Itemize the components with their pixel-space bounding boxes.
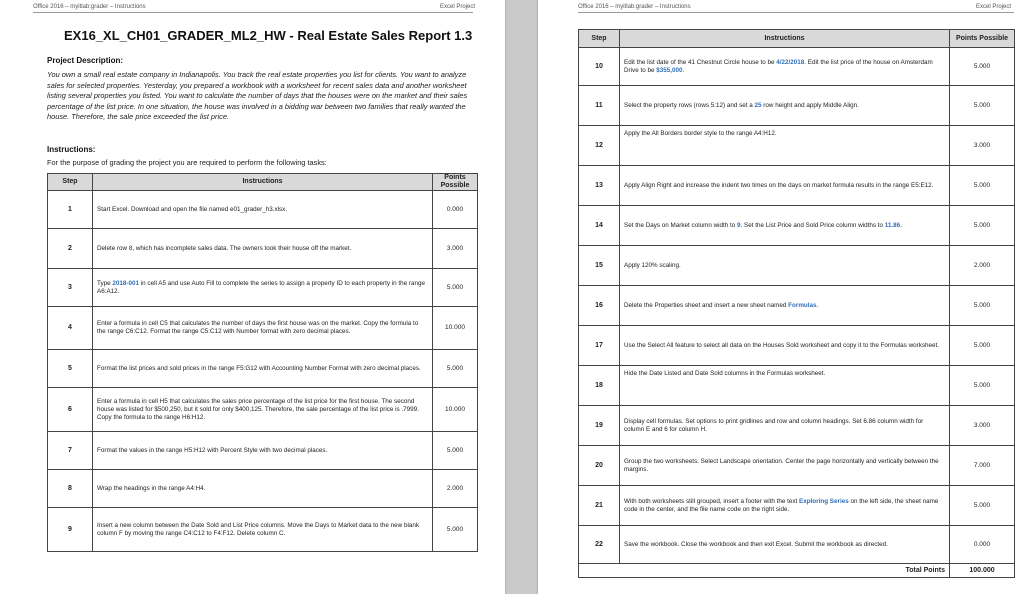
step-instruction <box>620 286 950 326</box>
step-points: 2.000 <box>950 246 1015 286</box>
step-number: 14 <box>579 206 620 246</box>
col-step-header: Step <box>48 174 93 191</box>
step-number: 2 <box>48 229 93 269</box>
instructions-table-right <box>578 29 1015 578</box>
step-number: 9 <box>48 508 93 552</box>
step-instruction: Insert a new column between the Date Sold and List Price columns. Move the Days to Market data to the new blank column F by moving the range C4:C12 to F4:F12. Delete column C. <box>93 508 433 552</box>
step-highlight-a: Exploring Series <box>799 497 849 505</box>
step-points: 7.000 <box>950 446 1015 486</box>
col-points-header: Points Possible <box>433 174 478 191</box>
step-instruction: Delete row 8, which has incomplete sales data. The owners took their house off the market. <box>93 229 433 269</box>
header-divider <box>578 12 1014 13</box>
step-points: 5.000 <box>433 508 478 552</box>
step-highlight-a: 25 <box>754 101 762 109</box>
step-instruction: Format the values in the range H5:H12 with Percent Style with two decimal places. <box>93 432 433 470</box>
step-number: 7 <box>48 432 93 470</box>
step-number: 18 <box>579 366 620 406</box>
table-row <box>48 432 478 470</box>
step-points: 10.000 <box>433 388 478 432</box>
page-header-right: Excel Project <box>440 4 476 10</box>
col-points-header: Points Possible <box>950 30 1015 48</box>
project-description-heading: Project Description: <box>47 56 124 65</box>
step-number: 22 <box>579 526 620 564</box>
page-header-right: Excel Project <box>976 4 1012 10</box>
project-description-text: You own a small real estate company in Indianapolis. You track the real estate properties you list for clients. You want to analyze sales for selected properties. Yesterday, you prepared a workbook with a worksheet for recent sales data and another worksheet listing several properties you listed. You want to calculate the number of days that the houses were on the market and their sales percentage of the list price. In one situation, the house was involved in a bidding war between two families that really wanted the house. Therefore, the sale price exceeded the list price. <box>47 70 468 121</box>
step-number: 5 <box>48 350 93 388</box>
step-number: 8 <box>48 470 93 508</box>
table-row <box>579 166 1015 206</box>
step-points: 2.000 <box>433 470 478 508</box>
step-number: 13 <box>579 166 620 206</box>
step-text-a: Edit the list date of the 41 Chestnut Circle house to be <box>624 58 777 66</box>
step-text-b: on the left side, the sheet name code in the center, and the file name code on the right side. <box>624 497 939 513</box>
step-number: 20 <box>579 446 620 486</box>
step-instruction: Enter a formula in cell H5 that calculates the sales price percentage of the list price for the first house. The second house was listed for $500,250, but it sold for only $400,125. Therefore, the sale percentage of the list price is .7999. Copy the formula to the range H6:H12. <box>93 388 433 432</box>
step-points: 5.000 <box>950 486 1015 526</box>
step-number: 21 <box>579 486 620 526</box>
step-instruction: Apply Align Right and increase the indent two times on the days on market formula results in the range E5:E12. <box>620 166 950 206</box>
table-row <box>579 446 1015 486</box>
step-points: 0.000 <box>950 526 1015 564</box>
page-header-left: Office 2016 – myitlab:grader – Instructions <box>578 4 691 10</box>
right-page <box>538 0 1024 594</box>
table-row <box>48 470 478 508</box>
table-row <box>579 326 1015 366</box>
step-text-a: Set the Days on Market column width to <box>624 221 738 229</box>
step-points: 5.000 <box>433 350 478 388</box>
step-points: 3.000 <box>950 126 1015 166</box>
step-number: 1 <box>48 191 93 229</box>
step-highlight-a: 9 <box>737 221 741 229</box>
step-instruction: Apply 120% scaling. <box>620 246 950 286</box>
table-row <box>579 526 1015 564</box>
step-text-b: . <box>816 301 819 309</box>
step-instruction <box>620 48 950 86</box>
step-text-pre: Type <box>97 279 113 287</box>
table-row <box>579 286 1015 326</box>
step-instruction: Wrap the headings in the range A4:H4. <box>93 470 433 508</box>
table-row <box>48 508 478 552</box>
step-instruction: Use the Select All feature to select all data on the Houses Sold worksheet and copy it to the Formulas worksheet. <box>620 326 950 366</box>
document-title: EX16_XL_CH01_GRADER_ML2_HW - Real Estate Sales Report 1.3 <box>64 28 473 43</box>
step-points: 0.000 <box>433 191 478 229</box>
step-number: 6 <box>48 388 93 432</box>
step-text-b: row height and apply Middle Align. <box>761 101 859 109</box>
step-text-a: Delete the Properties sheet and insert a new sheet named <box>624 301 789 309</box>
table-row <box>579 48 1015 86</box>
col-instructions-header: Instructions <box>620 30 950 48</box>
table-row <box>579 486 1015 526</box>
left-page <box>0 0 505 594</box>
step-text-a: Select the property rows (rows 5:12) and set a <box>624 101 755 109</box>
step-points: 5.000 <box>950 366 1015 406</box>
step-instruction: Apply the All Borders border style to the range A4:H12. <box>620 126 950 166</box>
header-divider <box>33 12 473 13</box>
step-number: 11 <box>579 86 620 126</box>
col-instructions-header: Instructions <box>93 174 433 191</box>
instructions-intro: For the purpose of grading the project you are required to perform the following tasks: <box>47 158 327 167</box>
table-row <box>48 191 478 229</box>
table-row <box>579 406 1015 446</box>
step-number: 19 <box>579 406 620 446</box>
step-points: 5.000 <box>950 166 1015 206</box>
step-text-a: With both worksheets still grouped, insert a footer with the text <box>624 497 799 505</box>
step-instruction: Save the workbook. Close the workbook and then exit Excel. Submit the workbook as directed. <box>620 526 950 564</box>
total-points-value: 100.000 <box>950 564 1015 578</box>
step-points: 5.000 <box>950 206 1015 246</box>
step-highlight-b: $355,000 <box>656 66 683 74</box>
step-instruction <box>93 269 433 307</box>
step-number: 12 <box>579 126 620 166</box>
table-row <box>579 126 1015 166</box>
table-row <box>579 246 1015 286</box>
page-header-left: Office 2016 – myitlab:grader – Instructions <box>33 4 146 10</box>
table-row <box>48 269 478 307</box>
step-text-b: . Edit the list price of the house on Amsterdam Drive to be <box>624 58 933 74</box>
step-points: 3.000 <box>950 406 1015 446</box>
instructions-heading: Instructions: <box>47 145 96 154</box>
step-points: 5.000 <box>433 269 478 307</box>
step-number: 4 <box>48 307 93 350</box>
step-highlight: 2018-001 <box>112 279 140 287</box>
col-step-header: Step <box>579 30 620 48</box>
step-points: 5.000 <box>950 86 1015 126</box>
step-instruction: Enter a formula in cell C5 that calculates the number of days the first house was on the market. Copy the formula to the range C6:C12. Format the range C5:C12 with Number format with zero decimal places. <box>93 307 433 350</box>
step-instruction <box>620 206 950 246</box>
step-instruction: Display cell formulas. Set options to print gridlines and row and column headings. Set 6.86 column width for column E and 6 for column H. <box>620 406 950 446</box>
step-number: 17 <box>579 326 620 366</box>
step-number: 16 <box>579 286 620 326</box>
step-instruction <box>620 486 950 526</box>
step-instruction: Format the list prices and sold prices in the range F5:G12 with Accounting Number Format with zero decimal places. <box>93 350 433 388</box>
table-row <box>579 86 1015 126</box>
table-row <box>48 388 478 432</box>
step-text-post: in cell A5 and use Auto Fill to complete the series to assign a property ID to each property in the range A6:A12. <box>97 279 426 295</box>
table-row <box>48 307 478 350</box>
step-points: 5.000 <box>950 48 1015 86</box>
step-points: 5.000 <box>433 432 478 470</box>
step-highlight-a: 4/22/2018 <box>776 58 805 66</box>
step-instruction: Group the two worksheets. Select Landscape orientation. Center the page horizontally and vertically between the margins. <box>620 446 950 486</box>
step-number: 3 <box>48 269 93 307</box>
step-text-c: . <box>682 66 685 74</box>
step-points: 5.000 <box>950 326 1015 366</box>
table-row <box>48 229 478 269</box>
step-text-c: . <box>900 221 902 229</box>
step-highlight-a: Formulas <box>788 301 817 309</box>
step-instruction: Hide the Date Listed and Date Sold columns in the Formulas worksheet. <box>620 366 950 406</box>
instructions-table-left <box>47 173 478 552</box>
total-points-label: Total Points <box>579 564 950 578</box>
table-row <box>48 350 478 388</box>
step-number: 15 <box>579 246 620 286</box>
step-highlight-b: 11.86 <box>884 221 901 229</box>
table-row <box>579 366 1015 406</box>
step-points: 3.000 <box>433 229 478 269</box>
step-instruction: Start Excel. Download and open the file named e01_grader_h3.xlsx. <box>93 191 433 229</box>
step-number: 10 <box>579 48 620 86</box>
step-text-b: . Set the List Price and Sold Price column widths to <box>740 221 885 229</box>
total-row <box>579 564 1015 578</box>
step-points: 10.000 <box>433 307 478 350</box>
step-points: 5.000 <box>950 286 1015 326</box>
table-row <box>579 206 1015 246</box>
step-instruction <box>620 86 950 126</box>
